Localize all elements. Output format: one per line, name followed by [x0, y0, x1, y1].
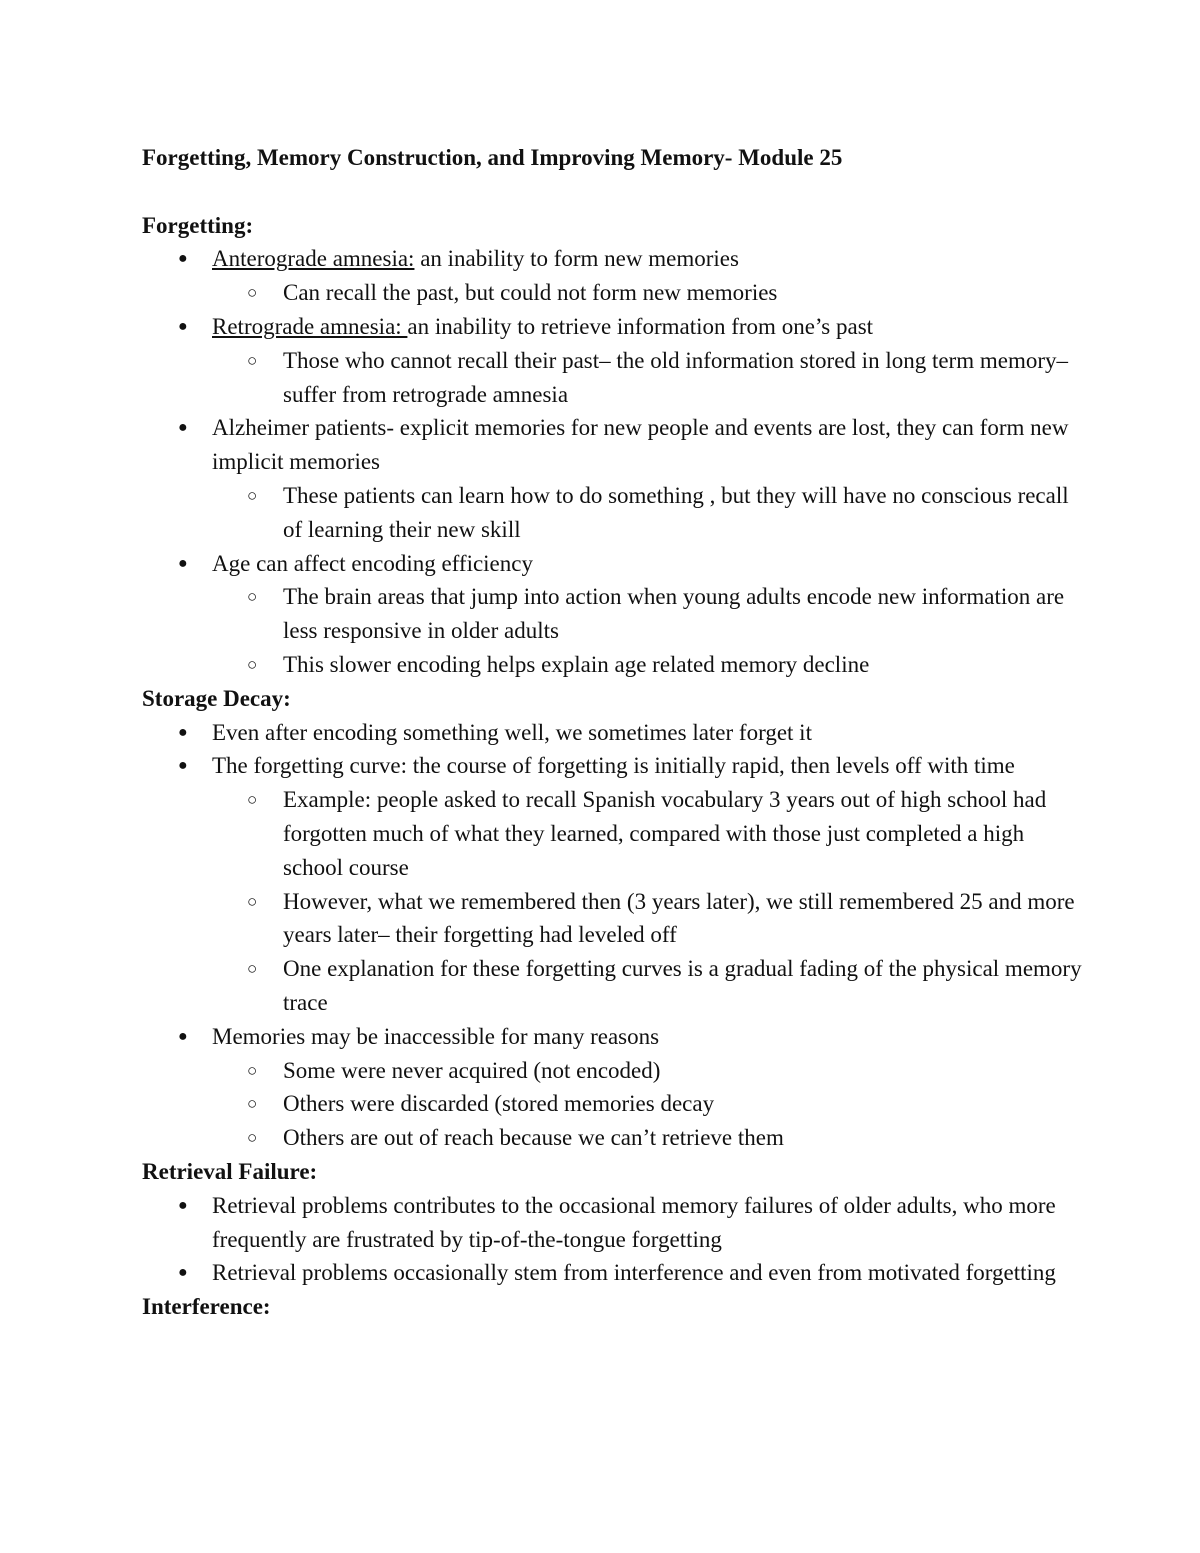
bullet-dot-icon: ● [178, 1027, 188, 1045]
sub-bullet-text: Some were never acquired (not encoded) [283, 1057, 661, 1083]
sub-bullet-text: One explanation for these forgetting curves is a gradual fading of the physical memory trace [283, 956, 1082, 1015]
page-title: Forgetting, Memory Construction, and Improving Memory- Module 25 [142, 145, 843, 170]
bullet-dot-icon: ● [178, 419, 188, 437]
hollow-circle-icon: ○ [247, 350, 258, 370]
hollow-circle-icon: ○ [247, 1094, 258, 1114]
sub-bullet-item [212, 783, 1082, 884]
term-underlined: Anterograde amnesia: [212, 246, 415, 272]
bullet-text: an inability to retrieve information from one’s past [407, 313, 874, 339]
term-underlined: Retrograde amnesia: [212, 313, 408, 339]
sub-bullet-list [212, 580, 1082, 681]
bullet-dot-icon: ● [178, 317, 188, 335]
section-heading: Storage Decay: [142, 685, 291, 711]
bullet-dot-icon: ● [178, 1264, 188, 1282]
sub-bullet-text: This slower encoding helps explain age related memory decline [283, 651, 870, 677]
section-forgetting [142, 209, 1082, 682]
sub-bullet-item [212, 648, 1082, 682]
sub-bullet-item [212, 344, 1082, 412]
bullet-text: Age can affect encoding efficiency [212, 550, 533, 576]
sub-bullet-item [212, 1054, 1082, 1088]
bullet-list [142, 1189, 1082, 1290]
bullet-text: Alzheimer patients- explicit memories for new people and events are lost, they can form new implicit memories [212, 415, 1069, 475]
hollow-circle-icon: ○ [247, 790, 258, 810]
hollow-circle-icon: ○ [247, 283, 258, 303]
bullet-text: Retrieval problems contributes to the occasional memory failures of older adults, who more frequently are frustrated by tip-of-the-tongue forgetting [212, 1192, 1056, 1252]
sub-bullet-text: Others are out of reach because we can’t retrieve them [283, 1125, 784, 1151]
bullet-text: The forgetting curve: the course of forgetting is initially rapid, then levels off with time [212, 753, 1015, 779]
sub-bullet-item [212, 1087, 1082, 1121]
sub-bullet-text: The brain areas that jump into action when young adults encode new information are less responsive in older adults [283, 584, 1065, 644]
bullet-dot-icon: ● [178, 554, 188, 572]
bullet-item [142, 749, 1082, 1019]
bullet-item [142, 411, 1082, 546]
sub-bullet-list [212, 344, 1082, 412]
sub-bullet-list [212, 276, 1082, 310]
hollow-circle-icon: ○ [247, 891, 258, 911]
sub-bullet-list [212, 479, 1082, 547]
hollow-circle-icon: ○ [247, 654, 258, 674]
bullet-dot-icon: ● [178, 1196, 188, 1214]
bullet-item [142, 242, 1082, 310]
sub-bullet-text: Others were discarded (stored memories decay [283, 1091, 715, 1117]
bullet-item [142, 1256, 1082, 1290]
bullet-text: Retrieval problems occasionally stem from interference and even from motivated forgetting [212, 1260, 1056, 1286]
section-heading: Retrieval Failure: [142, 1158, 318, 1184]
sub-bullet-text: However, what we remembered then (3 years later), we still remembered 25 and more years later– their forgetting had leveled off [283, 888, 1075, 948]
hollow-circle-icon: ○ [247, 1128, 258, 1148]
bullet-item [142, 310, 1082, 411]
bullet-text: Memories may be inaccessible for many reasons [212, 1023, 660, 1049]
sub-bullet-item [212, 276, 1082, 310]
section-storage-decay [142, 682, 1082, 1155]
hollow-circle-icon: ○ [247, 587, 258, 607]
bullet-item [142, 1020, 1082, 1155]
hollow-circle-icon: ○ [247, 485, 258, 505]
bullet-item [142, 1189, 1082, 1257]
document-body [142, 141, 1082, 1324]
sub-bullet-text: Those who cannot recall their past– the old information stored in long term memory– suffer from retrograde amnesia [283, 347, 1068, 407]
section-heading: Forgetting: [142, 212, 254, 238]
section-heading: Interference: [142, 1294, 271, 1320]
sub-bullet-text: Example: people asked to recall Spanish vocabulary 3 years out of high school had forgotten much of what they learned, compared with those just completed a high school course [283, 787, 1047, 880]
bullet-list [142, 716, 1082, 1155]
sections-container [142, 209, 1082, 1324]
bullet-dot-icon: ● [178, 723, 188, 741]
bullet-text: an inability to form new memories [414, 246, 739, 272]
section-interference [142, 1290, 1082, 1324]
sub-bullet-list [212, 783, 1082, 1020]
sub-bullet-item [212, 885, 1082, 953]
bullet-item [142, 716, 1082, 750]
bullet-dot-icon: ● [178, 250, 188, 268]
sub-bullet-text: These patients can learn how to do something , but they will have no conscious recall of learning their new skill [283, 482, 1069, 542]
sub-bullet-text: Can recall the past, but could not form new memories [283, 280, 778, 306]
section-retrieval-failure [142, 1155, 1082, 1290]
sub-bullet-item [212, 952, 1082, 1020]
bullet-item [142, 547, 1082, 682]
sub-bullet-item [212, 580, 1082, 648]
bullet-dot-icon: ● [178, 757, 188, 775]
bullet-text: Even after encoding something well, we sometimes later forget it [212, 719, 812, 745]
hollow-circle-icon: ○ [247, 959, 258, 979]
sub-bullet-item [212, 1121, 1082, 1155]
sub-bullet-list [212, 1054, 1082, 1155]
bullet-list [142, 242, 1082, 681]
hollow-circle-icon: ○ [247, 1060, 258, 1080]
sub-bullet-item [212, 479, 1082, 547]
